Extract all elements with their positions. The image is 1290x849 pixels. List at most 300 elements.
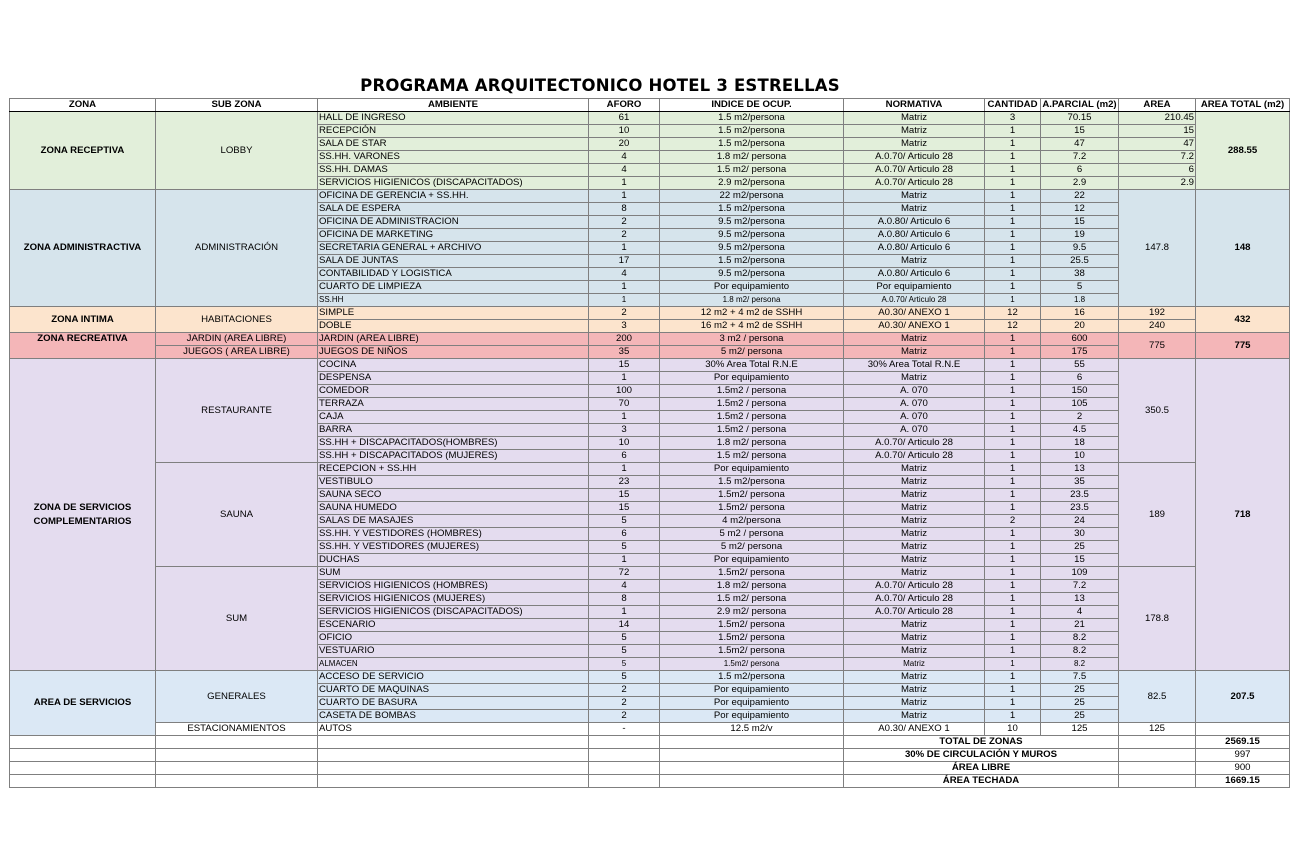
- cell-aforo: 3: [589, 320, 660, 333]
- cell-aforo: 2: [589, 229, 660, 242]
- cell-ambiente: SERVICIOS HIGIENICOS (DISCAPACITADOS): [318, 177, 589, 190]
- cell-ambiente: ESCENARIO: [318, 619, 589, 632]
- cell-normativa: Matriz: [844, 112, 985, 125]
- cell-indice: 1.8 m2/ persona: [660, 580, 844, 593]
- zona-receptiva: ZONA RECEPTIVA: [10, 112, 156, 190]
- cell-indice: 1.5 m2/persona: [660, 203, 844, 216]
- area-restaurante: 350.5: [1119, 359, 1196, 463]
- summary-label: ÁREA TECHADA: [844, 775, 1119, 788]
- cell-area-parcial: 18: [1041, 437, 1119, 450]
- cell-aforo: 1: [589, 177, 660, 190]
- cell-normativa: Matriz: [844, 489, 985, 502]
- cell-area-parcial: 23.5: [1041, 489, 1119, 502]
- cell-normativa: Matriz: [844, 346, 985, 359]
- cell-aforo: 17: [589, 255, 660, 268]
- cell-ambiente: CUARTO DE MAQUINAS: [318, 684, 589, 697]
- cell-normativa: A.0.70/ Articulo 28: [844, 593, 985, 606]
- cell-ambiente: RECEPCION + SS.HH: [318, 463, 589, 476]
- cell-area-parcial: 2: [1041, 411, 1119, 424]
- cell-ambiente: SS.HH + DISCAPACITADOS (MUJERES): [318, 450, 589, 463]
- cell-cantidad: 1: [985, 463, 1041, 476]
- cell-area-parcial: 2.9: [1041, 177, 1119, 190]
- cell-area-parcial: 600: [1041, 333, 1119, 346]
- cell-area-parcial: 70.15: [1041, 112, 1119, 125]
- cell-normativa: Matriz: [844, 528, 985, 541]
- cell-cantidad: 1: [985, 697, 1041, 710]
- cell-cantidad: 1: [985, 125, 1041, 138]
- cell-indice: 1.8 m2/ persona: [660, 151, 844, 164]
- cell-cantidad: 1: [985, 385, 1041, 398]
- cell-ambiente: OFICINA DE MARKETING: [318, 229, 589, 242]
- cell-indice: 2.9 m2/persona: [660, 177, 844, 190]
- cell-ambiente: COCINA: [318, 359, 589, 372]
- cell-area-parcial: 25: [1041, 697, 1119, 710]
- cell-area-parcial: 23.5: [1041, 502, 1119, 515]
- area-recreativa: 775: [1119, 333, 1196, 359]
- cell-area-parcial: 55: [1041, 359, 1119, 372]
- cell-indice: 1.5m2 / persona: [660, 411, 844, 424]
- cell-normativa: Matriz: [844, 710, 985, 723]
- cell-normativa: A. 070: [844, 385, 985, 398]
- cell-cantidad: 1: [985, 255, 1041, 268]
- cell-cantidad: 3: [985, 112, 1041, 125]
- zona-intima: ZONA INTIMA: [10, 307, 156, 333]
- cell-cantidad: 1: [985, 541, 1041, 554]
- cell-normativa: A0.30/ ANEXO 1: [844, 307, 985, 320]
- subzona-sauna: SAUNA: [156, 463, 318, 567]
- cell-normativa: Matriz: [844, 697, 985, 710]
- cell-area-parcial: 1.8: [1041, 294, 1119, 307]
- cell-area-parcial: 22: [1041, 190, 1119, 203]
- cell-area-parcial: 19: [1041, 229, 1119, 242]
- total-intima: 432: [1196, 307, 1290, 333]
- cell-aforo: 35: [589, 346, 660, 359]
- summary-label: ÁREA LIBRE: [844, 762, 1119, 775]
- cell-normativa: A.0.70/ Articulo 28: [844, 294, 985, 307]
- cell-normativa: Matriz: [844, 125, 985, 138]
- zona-servicios-complementarios: ZONA DE SERVICIOS COMPLEMENTARIOS: [10, 359, 156, 671]
- cell-cantidad: 1: [985, 632, 1041, 645]
- summary-value: 2569.15: [1196, 736, 1290, 749]
- zona-recreativa: ZONA RECREATIVA: [10, 333, 156, 359]
- cell-indice: 1.5 m2/persona: [660, 112, 844, 125]
- cell-area: 240: [1119, 320, 1196, 333]
- cell-normativa: A.0.70/ Articulo 28: [844, 606, 985, 619]
- cell-area-parcial: 109: [1041, 567, 1119, 580]
- cell-aforo: 2: [589, 710, 660, 723]
- cell-area-parcial: 7.5: [1041, 671, 1119, 684]
- cell-cantidad: 1: [985, 450, 1041, 463]
- cell-area: 15: [1119, 125, 1196, 138]
- cell-ambiente: SS.HH. VARONES: [318, 151, 589, 164]
- subzona-jardin: JARDIN (AREA LIBRE): [156, 333, 318, 346]
- cell-normativa: A.0.70/ Articulo 28: [844, 164, 985, 177]
- cell-aforo: 8: [589, 593, 660, 606]
- subzona-generales: GENERALES: [156, 671, 318, 723]
- cell-cantidad: 1: [985, 190, 1041, 203]
- cell-aforo: 2: [589, 307, 660, 320]
- cell-aforo: 10: [589, 437, 660, 450]
- cell-cantidad: 1: [985, 671, 1041, 684]
- cell-area-parcial: 25: [1041, 541, 1119, 554]
- cell-ambiente: SERVICIOS HIGIENICOS (HOMBRES): [318, 580, 589, 593]
- cell-cantidad: 1: [985, 502, 1041, 515]
- subzona-administracion: ADMINISTRACIÓN: [156, 190, 318, 307]
- cell-area-parcial: 5: [1041, 281, 1119, 294]
- summary-value: 997: [1196, 749, 1290, 762]
- cell-cantidad: 1: [985, 242, 1041, 255]
- summary-row: [10, 736, 1290, 749]
- cell-ambiente: VESTIBULO: [318, 476, 589, 489]
- cell-ambiente: SERVICIOS HIGIENICOS (DISCAPACITADOS): [318, 606, 589, 619]
- cell-aforo: 15: [589, 359, 660, 372]
- cell-aforo: 4: [589, 151, 660, 164]
- table-row: [10, 346, 1290, 359]
- cell-cantidad: 12: [985, 320, 1041, 333]
- table-row: [10, 723, 1290, 736]
- cell-indice: 3 m2 / persona: [660, 333, 844, 346]
- cell-ambiente: SALAS DE MASAJES: [318, 515, 589, 528]
- cell-ambiente: SUM: [318, 567, 589, 580]
- cell-aforo: 6: [589, 450, 660, 463]
- header-area-total: AREA TOTAL (m2): [1196, 99, 1290, 112]
- header-sub-zona: SUB ZONA: [156, 99, 318, 112]
- cell-indice: 1.5m2/ persona: [660, 619, 844, 632]
- cell-indice: 16 m2 + 4 m2 de SSHH: [660, 320, 844, 333]
- cell-normativa: Matriz: [844, 463, 985, 476]
- cell-aforo: 1: [589, 294, 660, 307]
- total-receptiva: 288.55: [1196, 112, 1290, 190]
- cell-ambiente: SS.HH: [318, 294, 589, 307]
- cell-aforo: 10: [589, 125, 660, 138]
- cell-cantidad: 1: [985, 151, 1041, 164]
- cell-ambiente: JARDIN (AREA LIBRE): [318, 333, 589, 346]
- zona-area-de-servicios: AREA DE SERVICIOS: [10, 671, 156, 736]
- cell-area-total-empty: [1196, 723, 1290, 736]
- cell-cantidad: 1: [985, 346, 1041, 359]
- cell-ambiente: DUCHAS: [318, 554, 589, 567]
- table-row: [10, 463, 1290, 476]
- cell-aforo: 15: [589, 489, 660, 502]
- cell-area: 6: [1119, 164, 1196, 177]
- cell-area-parcial: 25.5: [1041, 255, 1119, 268]
- header-normativa: NORMATIVA: [844, 99, 985, 112]
- cell-indice: 5 m2/ persona: [660, 346, 844, 359]
- cell-aforo: 1: [589, 281, 660, 294]
- cell-ambiente: CONTABILIDAD Y LOGISTICA: [318, 268, 589, 281]
- table-row: [10, 333, 1290, 346]
- cell-aforo: 14: [589, 619, 660, 632]
- cell-ambiente: COMEDOR: [318, 385, 589, 398]
- cell-ambiente: SALA DE JUNTAS: [318, 255, 589, 268]
- cell-aforo: 1: [589, 190, 660, 203]
- cell-area-parcial: 30: [1041, 528, 1119, 541]
- cell-cantidad: 1: [985, 658, 1041, 671]
- subzona-lobby: LOBBY: [156, 112, 318, 190]
- cell-ambiente: SIMPLE: [318, 307, 589, 320]
- cell-area-parcial: 20: [1041, 320, 1119, 333]
- cell-indice: 12 m2 + 4 m2 de SSHH: [660, 307, 844, 320]
- cell-area: 2.9: [1119, 177, 1196, 190]
- cell-area-parcial: 6: [1041, 164, 1119, 177]
- cell-normativa: Matriz: [844, 567, 985, 580]
- cell-ambiente: CUARTO DE BASURA: [318, 697, 589, 710]
- cell-indice: 1.5 m2/ persona: [660, 593, 844, 606]
- cell-cantidad: 1: [985, 203, 1041, 216]
- cell-area-parcial: 7.2: [1041, 151, 1119, 164]
- cell-indice: 1.5m2 / persona: [660, 398, 844, 411]
- cell-ambiente: BARRA: [318, 424, 589, 437]
- cell-aforo: 5: [589, 658, 660, 671]
- subzona-restaurante: RESTAURANTE: [156, 359, 318, 463]
- cell-area-parcial: 15: [1041, 216, 1119, 229]
- cell-ambiente: SS.HH. Y VESTIDORES (MUJERES): [318, 541, 589, 554]
- cell-indice: 1.5m2/ persona: [660, 632, 844, 645]
- cell-cantidad: 1: [985, 411, 1041, 424]
- cell-cantidad: 1: [985, 554, 1041, 567]
- cell-indice: 4 m2/persona: [660, 515, 844, 528]
- cell-cantidad: 1: [985, 424, 1041, 437]
- zona-administrativa: ZONA ADMINISTRACTIVA: [10, 190, 156, 307]
- cell-cantidad: 1: [985, 398, 1041, 411]
- cell-normativa: A0.30/ ANEXO 1: [844, 723, 985, 736]
- cell-cantidad: 1: [985, 164, 1041, 177]
- cell-indice: 1.5m2 / persona: [660, 424, 844, 437]
- cell-normativa: Matriz: [844, 476, 985, 489]
- cell-cantidad: 1: [985, 580, 1041, 593]
- cell-indice: 1.5 m2/persona: [660, 671, 844, 684]
- table-row: [10, 307, 1290, 320]
- cell-normativa: A.0.70/ Articulo 28: [844, 151, 985, 164]
- cell-area-parcial: 150: [1041, 385, 1119, 398]
- cell-normativa: A.0.70/ Articulo 28: [844, 177, 985, 190]
- cell-aforo: 2: [589, 684, 660, 697]
- summary-row: [10, 749, 1290, 762]
- cell-area-parcial: 25: [1041, 710, 1119, 723]
- cell-normativa: Matriz: [844, 619, 985, 632]
- cell-cantidad: 1: [985, 684, 1041, 697]
- summary-value: 900: [1196, 762, 1290, 775]
- cell-indice: 1.5m2 / persona: [660, 385, 844, 398]
- cell-ambiente: SAUNA HUMEDO: [318, 502, 589, 515]
- cell-area: 125: [1119, 723, 1196, 736]
- cell-cantidad: 1: [985, 177, 1041, 190]
- cell-aforo: 15: [589, 502, 660, 515]
- cell-ambiente: HALL DE INGRESO: [318, 112, 589, 125]
- cell-aforo: 5: [589, 515, 660, 528]
- cell-area: 7.2: [1119, 151, 1196, 164]
- cell-normativa: A. 070: [844, 398, 985, 411]
- cell-normativa: Matriz: [844, 255, 985, 268]
- cell-indice: Por equipamiento: [660, 554, 844, 567]
- header-area: AREA: [1119, 99, 1196, 112]
- subzona-juegos: JUEGOS ( AREA LIBRE): [156, 346, 318, 359]
- cell-indice: 5 m2/ persona: [660, 541, 844, 554]
- table-row: [10, 112, 1290, 125]
- cell-indice: 9.5 m2/persona: [660, 242, 844, 255]
- header-area-parcial: A.PARCIAL (m2): [1042, 99, 1117, 110]
- cell-aforo: 5: [589, 632, 660, 645]
- cell-ambiente: OFICIO: [318, 632, 589, 645]
- cell-aforo: 2: [589, 216, 660, 229]
- cell-normativa: Matriz: [844, 554, 985, 567]
- cell-indice: Por equipamiento: [660, 684, 844, 697]
- table-row: [10, 359, 1290, 372]
- cell-normativa: A0.30/ ANEXO 1: [844, 320, 985, 333]
- cell-cantidad: 1: [985, 333, 1041, 346]
- cell-aforo: 4: [589, 580, 660, 593]
- cell-ambiente: CASETA DE BOMBAS: [318, 710, 589, 723]
- summary-row: [10, 775, 1290, 788]
- cell-ambiente: DOBLE: [318, 320, 589, 333]
- cell-cantidad: 1: [985, 593, 1041, 606]
- cell-indice: 1.5 m2/ persona: [660, 450, 844, 463]
- cell-area-parcial: 16: [1041, 307, 1119, 320]
- cell-normativa: Matriz: [844, 645, 985, 658]
- cell-cantidad: 2: [985, 515, 1041, 528]
- cell-area-parcial: 38: [1041, 268, 1119, 281]
- cell-ambiente: SERVICIOS HIGIENICOS (MUJERES): [318, 593, 589, 606]
- cell-cantidad: 1: [985, 606, 1041, 619]
- area-sum: 178.8: [1119, 567, 1196, 671]
- cell-area-parcial: 4.5: [1041, 424, 1119, 437]
- cell-area-parcial: 13: [1041, 463, 1119, 476]
- cell-normativa: Matriz: [844, 671, 985, 684]
- cell-cantidad: 1: [985, 229, 1041, 242]
- cell-cantidad: 1: [985, 489, 1041, 502]
- cell-aforo: 23: [589, 476, 660, 489]
- cell-aforo: 4: [589, 164, 660, 177]
- cell-ambiente: ALMACEN: [318, 658, 589, 671]
- cell-ambiente: SECRETARIA GENERAL + ARCHIVO: [318, 242, 589, 255]
- header-row: [10, 99, 1290, 112]
- cell-aforo: 8: [589, 203, 660, 216]
- cell-normativa: Matriz: [844, 333, 985, 346]
- cell-indice: 1.8 m2/ persona: [660, 437, 844, 450]
- cell-area-parcial: 25: [1041, 684, 1119, 697]
- cell-area-parcial: 7.2: [1041, 580, 1119, 593]
- cell-ambiente: SAUNA SECO: [318, 489, 589, 502]
- cell-ambiente: VESTUARIO: [318, 645, 589, 658]
- cell-normativa: A. 070: [844, 424, 985, 437]
- cell-ambiente: SALA DE STAR: [318, 138, 589, 151]
- cell-aforo: 200: [589, 333, 660, 346]
- cell-indice: 22 m2/persona: [660, 190, 844, 203]
- table-row: [10, 671, 1290, 684]
- cell-normativa: Matriz: [844, 541, 985, 554]
- cell-indice: 1.5 m2/persona: [660, 255, 844, 268]
- cell-ambiente: TERRAZA: [318, 398, 589, 411]
- cell-cantidad: 1: [985, 710, 1041, 723]
- summary-row: [10, 762, 1290, 775]
- cell-aforo: 72: [589, 567, 660, 580]
- cell-normativa: A.0.70/ Articulo 28: [844, 580, 985, 593]
- summary-value: 1669.15: [1196, 775, 1290, 788]
- area-generales: 82.5: [1119, 671, 1196, 723]
- cell-indice: 9.5 m2/persona: [660, 229, 844, 242]
- cell-aforo: 3: [589, 424, 660, 437]
- cell-cantidad: 1: [985, 619, 1041, 632]
- cell-normativa: A. 070: [844, 411, 985, 424]
- cell-cantidad: 1: [985, 476, 1041, 489]
- cell-normativa: A.0.80/ Articulo 6: [844, 242, 985, 255]
- cell-indice: 5 m2 / persona: [660, 528, 844, 541]
- subzona-estacionamientos: ESTACIONAMIENTOS: [156, 723, 318, 736]
- cell-normativa: Matriz: [844, 684, 985, 697]
- cell-indice: Por equipamiento: [660, 281, 844, 294]
- cell-indice: 1.5 m2/persona: [660, 125, 844, 138]
- cell-area: 192: [1119, 307, 1196, 320]
- cell-indice: 12.5 m2/v: [660, 723, 844, 736]
- header-cantidad: CANTIDAD: [985, 99, 1041, 112]
- cell-indice: 1.5m2/ persona: [660, 502, 844, 515]
- cell-area-parcial: 105: [1041, 398, 1119, 411]
- cell-aforo: 70: [589, 398, 660, 411]
- cell-ambiente: RECEPCIÓN: [318, 125, 589, 138]
- total-administrativa: 148: [1196, 190, 1290, 307]
- table-row: [10, 567, 1290, 580]
- cell-normativa: A.0.80/ Articulo 6: [844, 268, 985, 281]
- cell-cantidad: 10: [985, 723, 1041, 736]
- cell-area-parcial: 21: [1041, 619, 1119, 632]
- cell-cantidad: 12: [985, 307, 1041, 320]
- cell-aforo: 1: [589, 242, 660, 255]
- cell-ambiente: SS.HH. DAMAS: [318, 164, 589, 177]
- summary-label: TOTAL DE ZONAS: [844, 736, 1119, 749]
- cell-indice: 2.9 m2/ persona: [660, 606, 844, 619]
- cell-normativa: A.0.70/ Articulo 28: [844, 450, 985, 463]
- cell-indice: 1.5m2/ persona: [660, 489, 844, 502]
- cell-area-parcial: 15: [1041, 554, 1119, 567]
- cell-indice: Por equipamiento: [660, 372, 844, 385]
- cell-normativa: Matriz: [844, 372, 985, 385]
- cell-normativa: A.0.80/ Articulo 6: [844, 216, 985, 229]
- cell-aforo: 1: [589, 372, 660, 385]
- cell-normativa: Matriz: [844, 658, 985, 671]
- cell-ambiente: CAJA: [318, 411, 589, 424]
- cell-normativa: Matriz: [844, 515, 985, 528]
- cell-area-parcial: 6: [1041, 372, 1119, 385]
- cell-area: 47: [1119, 138, 1196, 151]
- cell-cantidad: 1: [985, 567, 1041, 580]
- cell-area-parcial: 125: [1041, 723, 1119, 736]
- cell-cantidad: 1: [985, 268, 1041, 281]
- cell-indice: 9.5 m2/persona: [660, 216, 844, 229]
- page-title: PROGRAMA ARQUITECTONICO HOTEL 3 ESTRELLAS: [360, 76, 840, 95]
- cell-normativa: A.0.70/ Articulo 28: [844, 437, 985, 450]
- header-aforo: AFORO: [589, 99, 660, 112]
- cell-indice: 1.5 m2/ persona: [660, 164, 844, 177]
- subzona-sum: SUM: [156, 567, 318, 671]
- cell-aforo: 100: [589, 385, 660, 398]
- cell-aforo: 2: [589, 697, 660, 710]
- cell-cantidad: 1: [985, 359, 1041, 372]
- cell-indice: 1.5 m2/persona: [660, 138, 844, 151]
- header-zona: ZONA: [10, 99, 156, 112]
- cell-ambiente: OFICINA DE GERENCIA + SS.HH.: [318, 190, 589, 203]
- cell-aforo: 1: [589, 411, 660, 424]
- subzona-habitaciones: HABITACIONES: [156, 307, 318, 333]
- total-area-de-servicios: 207.5: [1196, 671, 1290, 723]
- cell-cantidad: 1: [985, 437, 1041, 450]
- cell-area-parcial: 9.5: [1041, 242, 1119, 255]
- cell-normativa: Matriz: [844, 138, 985, 151]
- cell-aforo: 6: [589, 528, 660, 541]
- cell-normativa: Matriz: [844, 502, 985, 515]
- cell-area-parcial: 8.2: [1041, 645, 1119, 658]
- cell-ambiente: ACCESO DE SERVICIO: [318, 671, 589, 684]
- cell-aforo: -: [589, 723, 660, 736]
